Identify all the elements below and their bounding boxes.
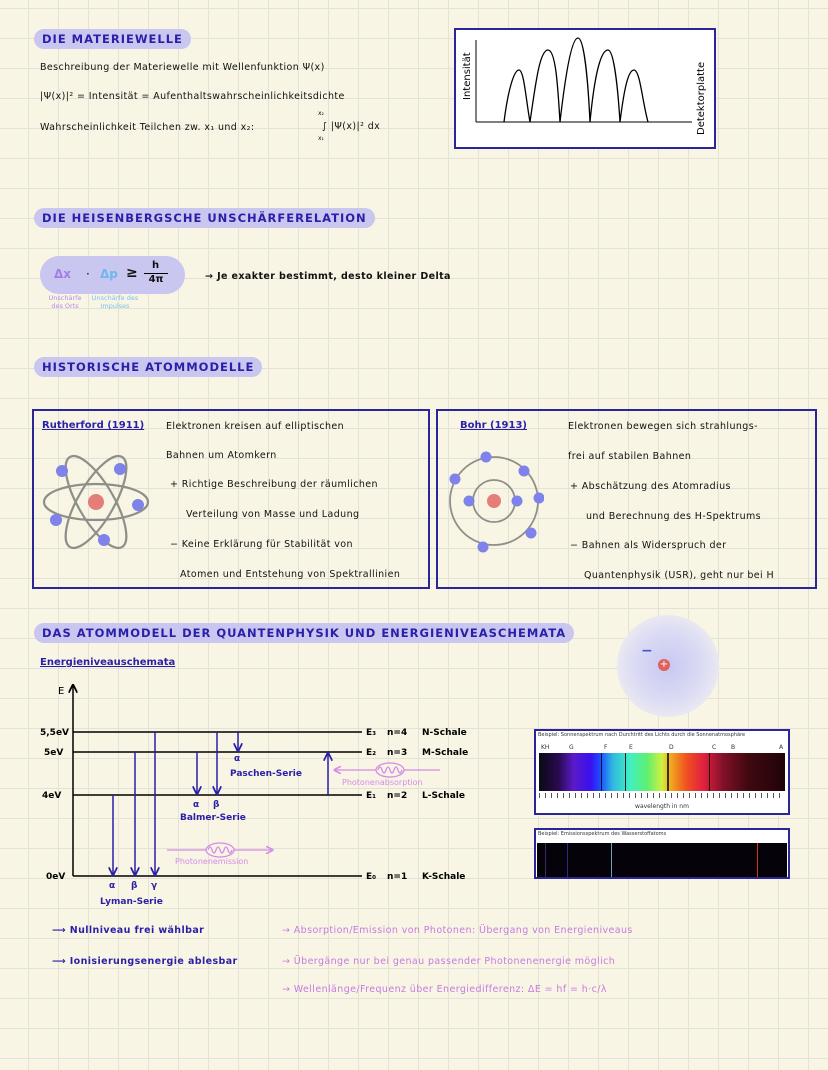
text-line: Atomen und Entstehung von Spektrallinien: [180, 569, 401, 580]
section-title-heisenberg: DIE HEISENBERGSCHE UNSCHÄRFERELATION: [34, 208, 375, 228]
level-name: E₃: [366, 728, 377, 738]
level-schale: K-Schale: [422, 872, 466, 882]
line-letter: E: [629, 744, 633, 751]
level-name: E₁: [366, 791, 377, 801]
level-schale: N-Schale: [422, 728, 467, 738]
text-line: Elektronen kreisen auf elliptischen: [166, 421, 345, 432]
note-left: ⟶ Ionisierungsenergie ablesbar: [52, 956, 238, 967]
text-line: und Berechnung des H-Spektrums: [586, 511, 762, 522]
balmer-label: Balmer-Serie: [180, 813, 246, 823]
delta-x: Δx: [54, 267, 72, 281]
integral-upper: x₂: [318, 110, 324, 117]
hydrogen-spectrum-figure: [534, 828, 790, 879]
line-letter: A: [779, 744, 784, 751]
bohr-title: Bohr (1913): [460, 420, 527, 431]
line-letter: F: [604, 744, 608, 751]
level-value: 5,5eV: [40, 728, 70, 738]
electron-minus-icon: −: [641, 643, 653, 659]
label-unschaerfe-impuls: Unschärfe des Impulses: [91, 294, 139, 310]
text-line: Bahnen um Atomkern: [166, 450, 277, 461]
y-label: Intensität: [462, 52, 473, 100]
line-letter: G: [569, 744, 574, 751]
line-letter: B: [731, 744, 736, 751]
paschen-label: Paschen-Serie: [230, 769, 302, 779]
lyman-label: Lyman-Serie: [100, 897, 163, 907]
level-value: 4eV: [42, 791, 62, 801]
subtitle-energieniveauschemata: Energieniveauschemata: [40, 657, 176, 668]
text-line: − Bahnen als Widerspruch der: [570, 540, 727, 551]
hydrogen-spectrum-bar: [537, 843, 787, 877]
intensity-curve: [456, 30, 714, 147]
paschen-alpha: α: [234, 754, 241, 764]
x-label: Detektorplatte: [696, 61, 707, 135]
line-letter: D: [669, 744, 674, 751]
level-n: n=2: [387, 791, 408, 801]
formula-pill: [40, 256, 185, 294]
sun-spectrum-figure: [534, 729, 790, 815]
level-n: n=4: [387, 728, 408, 738]
lyman-beta: β: [131, 881, 138, 891]
text-line: Beschreibung der Materiewelle mit Wellenfunktion Ψ(x): [40, 62, 325, 73]
text-line: Wahrscheinlichkeit Teilchen zw. x₁ und x₂:: [40, 122, 255, 133]
spectrum-caption: Beispiel: Emissionsspektrum des Wasserstoffatoms: [538, 831, 667, 837]
interference-graph: [454, 28, 716, 149]
quantum-atom-cloud-icon: [617, 615, 719, 717]
bohr-atom-icon: [444, 449, 544, 553]
numerator: h: [152, 260, 160, 271]
rutherford-title: Rutherford (1911): [42, 420, 145, 431]
spectrum-caption: Beispiel: Sonnenspektrum nach Durchtritt des Lichts durch die Sonnenatmosphäre: [538, 732, 746, 738]
level-n: n=1: [387, 872, 408, 882]
denominator: 4π: [144, 273, 168, 285]
sun-spectrum-bar: [539, 753, 785, 791]
lyman-gamma: γ: [151, 881, 158, 891]
nucleus-plus-icon: +: [659, 659, 669, 670]
line-letter: C: [712, 744, 717, 751]
note-right: → Absorption/Emission von Photonen: Übergang von Energieniveaus: [282, 925, 633, 936]
emission-label: Photonenemission: [175, 857, 249, 866]
dot: ·: [86, 267, 90, 281]
wavelength-axis-label: wavelength in nm: [635, 803, 689, 810]
heisenberg-note: → Je exakter bestimmt, desto kleiner Delta: [205, 271, 451, 282]
text-line: Elektronen bewegen sich strahlungs-: [568, 421, 758, 432]
balmer-beta: β: [213, 800, 220, 810]
level-value: 0eV: [46, 872, 66, 882]
rutherford-card: [32, 409, 430, 589]
text-line: − Keine Erklärung für Stabilität von: [170, 539, 353, 550]
level-schale: M-Schale: [422, 748, 469, 758]
integral-lower: x₁: [318, 135, 324, 142]
text-line: Verteilung von Masse und Ladung: [186, 509, 360, 520]
text-line: + Richtige Beschreibung der räumlichen: [170, 479, 378, 490]
absorption-label: Photonenabsorption: [342, 778, 423, 787]
level-name: E₂: [366, 748, 377, 758]
text-line: + Abschätzung des Atomradius: [570, 481, 731, 492]
rutherford-atom-icon: [40, 447, 152, 557]
section-title-quantenphysik: DAS ATOMMODELL DER QUANTENPHYSIK UND ENERGIENIVEASCHEMATA: [34, 623, 574, 643]
lyman-alpha: α: [109, 881, 116, 891]
level-value: 5eV: [44, 748, 64, 758]
integral: ∫ |Ψ(x)|² dx: [322, 121, 381, 132]
level-schale: L-Schale: [422, 791, 465, 801]
note-left: ⟶ Nullniveau frei wählbar: [52, 925, 205, 936]
delta-p: Δp: [100, 267, 118, 281]
section-title-atommodelle: HISTORISCHE ATOMMODELLE: [34, 357, 262, 377]
energy-level-diagram: [0, 680, 530, 910]
text-line: frei auf stabilen Bahnen: [568, 451, 692, 462]
bohr-card: [436, 409, 817, 589]
line-letter: KH: [541, 744, 550, 751]
note-right: → Wellenlänge/Frequenz über Energiedifferenz: ΔE = hf = h·c/λ: [282, 984, 607, 995]
level-name: E₀: [366, 872, 377, 882]
label-unschaerfe-ort: Unschärfe des Orts: [48, 294, 82, 310]
axis-label: E: [58, 686, 65, 697]
wavelength-ticks: [539, 793, 785, 798]
balmer-alpha: α: [193, 800, 200, 810]
text-line: Quantenphysik (USR), geht nur bei H: [584, 570, 775, 581]
section-title-materiewelle: DIE MATERIEWELLE: [34, 29, 191, 49]
note-right: → Übergänge nur bei genau passender Photonenenergie möglich: [282, 956, 616, 967]
level-n: n=3: [387, 748, 408, 758]
geq: ≥: [126, 265, 138, 281]
text-line: |Ψ(x)|² = Intensität = Aufenthaltswahrscheinlichkeitsdichte: [40, 91, 345, 102]
